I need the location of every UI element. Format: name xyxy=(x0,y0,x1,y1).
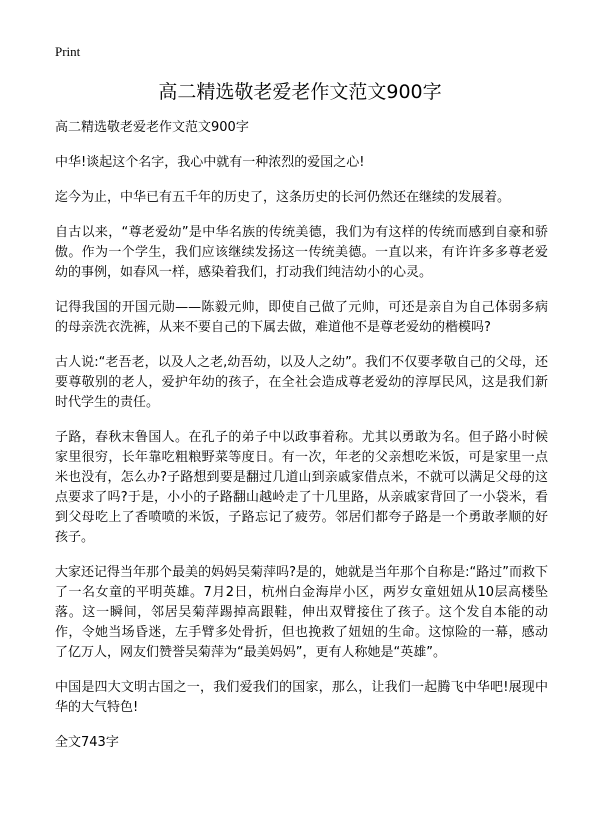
print-link[interactable]: Print xyxy=(55,44,81,59)
paragraph: 大家还记得当年那个最美的妈妈吴菊萍吗?是的，她就是当年那个自称是:“路过”而救下了一名女童的平明英雄。7月2日，杭州白金海岸小区，两岁女童妞妞从10层高楼坠落。这一瞬间，邻居吴菊萍踢掉高跟鞋，伸出双臂接住了孩子。这个发自本能的动作，令她当场昏迷，左手臂多处骨折，但也挽救了妞妞的生命。这惊险的一幕，感动了亿万人，网友们赞誉吴菊萍为“最美妈妈”，更有人称她是“英雄”。 xyxy=(55,565,548,660)
paragraph: 子路，春秋末鲁国人。在孔子的弟子中以政事着称。尤其以勇敢为名。但子路小时候家里很穷，长年靠吃粗粮野菜等度日。有一次，年老的父亲想吃米饭，可是家里一点米也没有，怎么办?子路想到要是翻过几道山到亲戚家借点米，不就可以满足父母的这点要求了吗?于是，小小的子路翻山越岭走了十几里路，从亲戚家背回了一小袋米，看到父母吃上了香喷喷的米饭，子路忘记了疲劳。邻居们都夸子路是一个勇敢孝顺的好孩子。 xyxy=(55,430,548,545)
paragraph: 中华!谈起这个名字，我心中就有一种浓烈的爱国之心! xyxy=(55,155,365,170)
paragraph: 古人说:“老吾老，以及人之老,幼吾幼，以及人之幼”。我们不仅要孝敬自己的父母，还要尊敬别的老人，爱护年幼的孩子，在全社会造成尊老爱幼的淳厚民风，这是我们新时代学生的责任。 xyxy=(55,355,548,410)
paragraph: 迄今为止，中华已有五千年的历史了，这条历史的长河仍然还在继续的发展着。 xyxy=(55,190,511,205)
paragraph: 记得我国的开国元勋——陈毅元帅，即使自己做了元帅，可还是亲自为自己体弱多病的母亲洗衣洗裤，从来不要自己的下属去做，难道他不是尊老爱幼的楷模吗? xyxy=(55,300,548,335)
article-subtitle: 高二精选敬老爱老作文范文900字 xyxy=(55,120,249,135)
paragraph: 自古以来，“尊老爱幼”是中华名族的传统美德，我们为有这样的传统而感到自豪和骄傲。作为一个学生，我们应该继续发扬这一传统美德。一直以来，有许许多多尊老爱幼的事例，如春风一样，感染着我们，打动我们纯洁幼小的心灵。 xyxy=(55,225,548,280)
article-body xyxy=(55,118,548,768)
word-count: 全文743字 xyxy=(55,735,119,750)
paragraph: 中国是四大文明古国之一，我们爱我们的国家，那么，让我们一起腾飞中华吧!展现中华的大气特色! xyxy=(55,680,548,715)
page-title: 高二精选敬老爱老作文范文900字 xyxy=(158,81,442,103)
